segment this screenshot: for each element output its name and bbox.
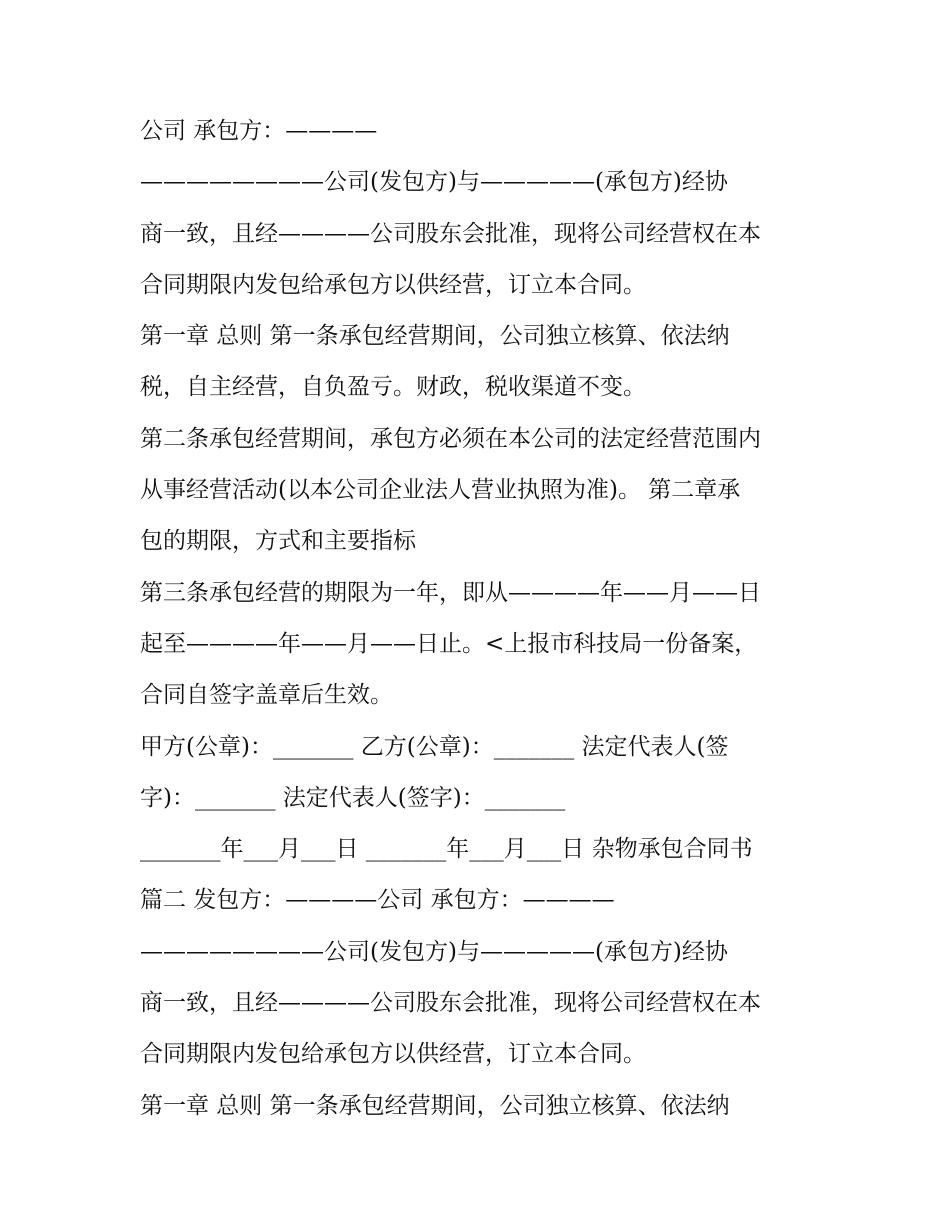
text-line: 从事经营活动(以本公司企业法人营业执照为准)。 第二章承	[140, 477, 741, 504]
text-line: 篇二 发包方：————公司 承包方：————	[140, 887, 615, 914]
text-line: 合同期限内发包给承包方以供经营，订立本合同。	[140, 271, 646, 298]
text-line: 第二条承包经营期间，承包方必须在本公司的法定经营范围内	[140, 425, 761, 452]
text-line: 合同自签字盖章后生效。	[140, 682, 393, 709]
text-line: _______年___月___日 _______年___月___日 杂物承包合同书	[140, 836, 753, 863]
text-line: 第三条承包经营的期限为一年，即从————年——月——日	[140, 579, 761, 606]
text-line: 商一致，且经————公司股东会批准，现将公司经营权在本	[140, 990, 761, 1017]
text-line: 第一章 总则 第一条承包经营期间，公司独立核算、依法纳	[140, 1092, 730, 1119]
text-line: ————————公司(发包方)与—————(承包方)经协	[140, 938, 728, 965]
text-line: 甲方(公章)：_______ 乙方(公章)：_______ 法定代表人(签	[140, 733, 729, 760]
text-line: 起至————年——月——日止。<上报市科技局一份备案，	[140, 630, 758, 657]
document-body	[140, 106, 820, 1132]
text-line: 税，自主经营，自负盈亏。财政，税收渠道不变。	[140, 374, 646, 401]
text-line: 包的期限，方式和主要指标	[140, 528, 416, 555]
text-line: ————————公司(发包方)与—————(承包方)经协	[140, 169, 728, 196]
text-line: 公司 承包方：————	[140, 118, 378, 144]
text-line: 合同期限内发包给承包方以供经营，订立本合同。	[140, 1041, 646, 1068]
text-line: 商一致，且经————公司股东会批准，现将公司经营权在本	[140, 220, 761, 247]
text-line: 字)：_______ 法定代表人(签字)：_______	[140, 784, 566, 811]
text-line: 第一章 总则 第一条承包经营期间，公司独立核算、依法纳	[140, 323, 730, 350]
